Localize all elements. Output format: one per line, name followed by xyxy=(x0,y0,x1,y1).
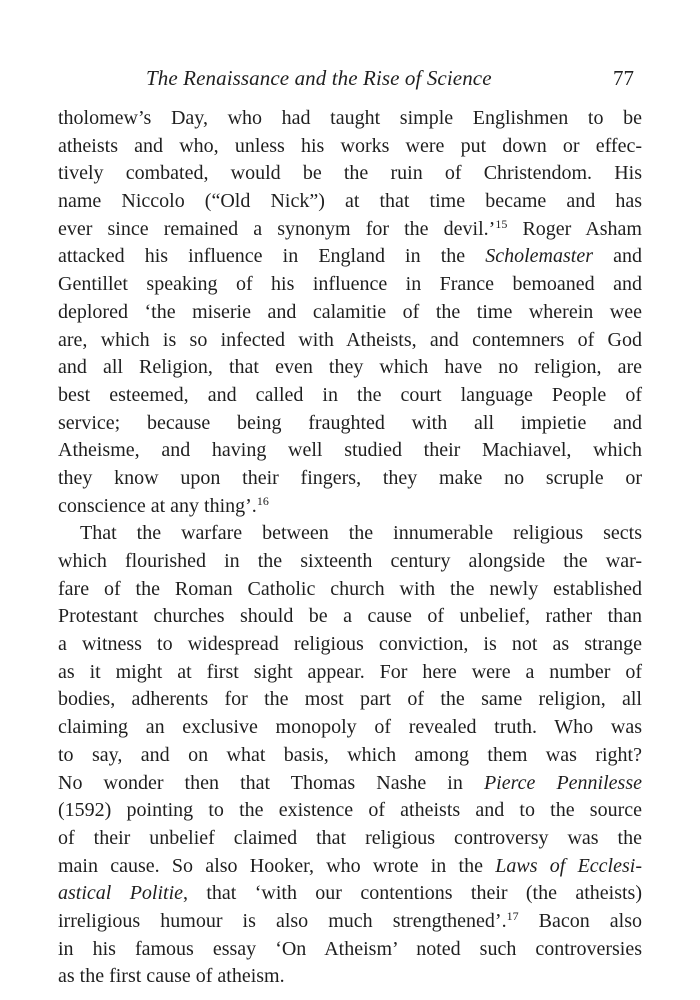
text-line xyxy=(58,908,642,936)
text-run: ever since remained a synonym for the devil.’ xyxy=(58,217,496,240)
text-line: fare of the Roman Catholic church with the newly established xyxy=(58,577,642,600)
text-line xyxy=(58,770,642,798)
text-line xyxy=(58,243,642,271)
text-line: service; because being fraughted with all impietie and xyxy=(58,411,642,434)
text-run: and xyxy=(593,245,642,268)
text-line: which flourished in the sixteenth century alongside the war- xyxy=(58,550,642,572)
text-line: to say, and on what basis, which among them was right? xyxy=(58,743,642,766)
text-line: tholomew’s Day, who had taught simple Englishmen to be xyxy=(58,107,642,129)
text-line: bodies, adherents for the most part of the same religion, all xyxy=(58,688,642,711)
book-title-pierce-pennilesse: Pierce Pennilesse xyxy=(483,771,642,794)
text-run: main cause. So also Hooker, who wrote in the xyxy=(58,854,496,877)
text-run: Bacon also xyxy=(518,909,643,932)
text-line: best esteemed, and called in the court language People of xyxy=(58,383,642,406)
text-line xyxy=(58,880,642,908)
paragraph-2 xyxy=(58,520,642,991)
text-line: as the first cause of atheism. xyxy=(58,965,285,988)
text-line: (1592) pointing to the existence of atheists and to the source xyxy=(58,799,642,822)
text-run: No wonder then that Thomas Nashe in xyxy=(58,771,484,794)
paragraph-1 xyxy=(58,105,642,520)
text-line: in his famous essay ‘On Atheism’ noted such controversies xyxy=(58,937,642,960)
book-title-laws-part2: astical Politie xyxy=(58,882,184,905)
text-line: of their unbelief claimed that religious controversy was the xyxy=(58,826,642,849)
text-line xyxy=(58,853,642,881)
body-text xyxy=(58,105,642,991)
page-number: 77 xyxy=(613,66,634,90)
text-run: irreligious humour is also much strengthened’. xyxy=(58,909,507,932)
text-line: a witness to widespread religious conviction, is not as strange xyxy=(58,633,642,656)
text-line: Gentillet speaking of his influence in France bemoaned and xyxy=(58,273,642,296)
text-line: tively combated, would be the ruin of Christendom. His xyxy=(58,162,642,185)
text-line: name Niccolo (“Old Nick”) at that time became and has xyxy=(58,190,642,213)
text-run: attacked his influence in England in the xyxy=(58,245,486,268)
text-line: atheists and who, unless his works were put down or effec- xyxy=(58,134,642,157)
text-run: , that ‘with our contentions their (the atheists) xyxy=(183,882,642,905)
footnote-ref-15: 15 xyxy=(495,216,508,231)
text-line: they know upon their fingers, they make no scruple or xyxy=(58,466,642,489)
text-run: Roger Asham xyxy=(507,217,642,240)
text-line xyxy=(58,493,642,521)
text-line: as it might at first sight appear. For here were a number of xyxy=(58,660,642,683)
text-line: That the warfare between the innumerable religious sects xyxy=(80,522,642,545)
text-line: are, which is so infected with Atheists, and contemners of God xyxy=(58,328,642,351)
footnote-ref-17: 17 xyxy=(506,908,519,923)
running-head xyxy=(0,66,700,96)
text-line: deplored ‘the miserie and calamitie of the time wherein wee xyxy=(58,300,642,323)
book-title-laws-part1: Laws of Ecclesi- xyxy=(495,854,642,877)
text-line: and all Religion, that even they which have no religion, are xyxy=(58,356,642,379)
text-line: Protestant churches should be a cause of unbelief, rather than xyxy=(58,605,642,628)
text-run: conscience at any thing’. xyxy=(58,494,257,517)
text-line: claiming an exclusive monopoly of revealed truth. Who was xyxy=(58,716,642,739)
footnote-ref-16: 16 xyxy=(256,493,269,508)
text-line xyxy=(58,216,642,244)
running-title: The Renaissance and the Rise of Science xyxy=(146,66,492,90)
text-line: Atheisme, and having well studied their Machiavel, which xyxy=(58,439,642,462)
book-title-scholemaster: Scholemaster xyxy=(485,245,594,268)
